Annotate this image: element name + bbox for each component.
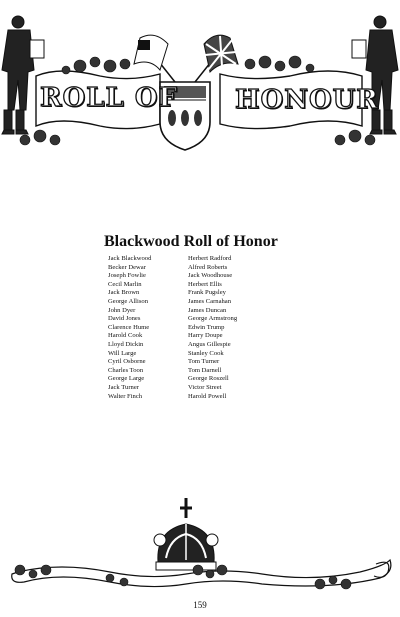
- honor-name: Jack Woodhouse: [188, 272, 233, 280]
- honor-name: James Duncan: [188, 306, 227, 314]
- honor-name: Walter Finch: [108, 392, 143, 400]
- honor-name: Victor Street: [188, 383, 222, 391]
- names-column-2: [188, 255, 237, 401]
- honor-name: Will Large: [108, 349, 137, 357]
- honor-name: Frank Pugsley: [188, 289, 226, 297]
- honor-name: Jack Blackwood: [108, 255, 152, 262]
- names-column-1: [108, 255, 151, 401]
- honor-name: John Dyer: [108, 306, 136, 314]
- banner-title-roll-of: ROLL OF: [40, 83, 178, 113]
- honor-name: David Jones: [108, 315, 141, 323]
- honor-name: George Armstrong: [188, 315, 238, 323]
- honor-name: Charles Toon: [108, 366, 144, 374]
- honor-name: Stanley Cook: [188, 349, 224, 357]
- honor-name: Cyril Osborne: [108, 358, 146, 366]
- honor-name: Harold Cook: [108, 332, 143, 340]
- honor-name: Herbert Radford: [188, 255, 232, 262]
- honor-name: Alfred Roberts: [188, 263, 228, 271]
- honor-name: George Roszell: [188, 375, 229, 383]
- crown-ribbon-footer: [0, 488, 400, 598]
- honor-name: Jack Turner: [108, 383, 139, 391]
- honor-name: George Large: [108, 375, 145, 383]
- honor-name: George Allison: [108, 297, 148, 305]
- honor-name: Cecil Marlin: [108, 280, 142, 288]
- roll-of-honour-banner: [0, 0, 400, 160]
- crown-emblem: [154, 498, 218, 570]
- banner-title-honour: HONOUR: [235, 85, 379, 115]
- honor-name: Harold Powell: [188, 392, 227, 400]
- honor-name: Becker Dewar: [108, 263, 146, 271]
- honor-name: Joseph Fowlie: [108, 272, 146, 280]
- honor-name: Jack Brown: [108, 289, 140, 297]
- honor-name: Angus Gillespie: [188, 340, 231, 348]
- page-heading: Blackwood Roll of Honor: [104, 233, 278, 250]
- honor-name: James Carnahan: [188, 297, 232, 305]
- honor-name: Clarence Hume: [108, 323, 150, 331]
- honor-name: Harry Doupe: [188, 332, 223, 340]
- honor-name: Tom Darnell: [188, 366, 222, 374]
- honor-name: Lloyd Dickin: [108, 340, 144, 348]
- honor-name: Edwin Trump: [188, 323, 225, 331]
- honor-name: Herbert Ellis: [188, 280, 222, 288]
- page-number: 159: [193, 600, 207, 610]
- honor-name: Tom Turner: [188, 358, 220, 366]
